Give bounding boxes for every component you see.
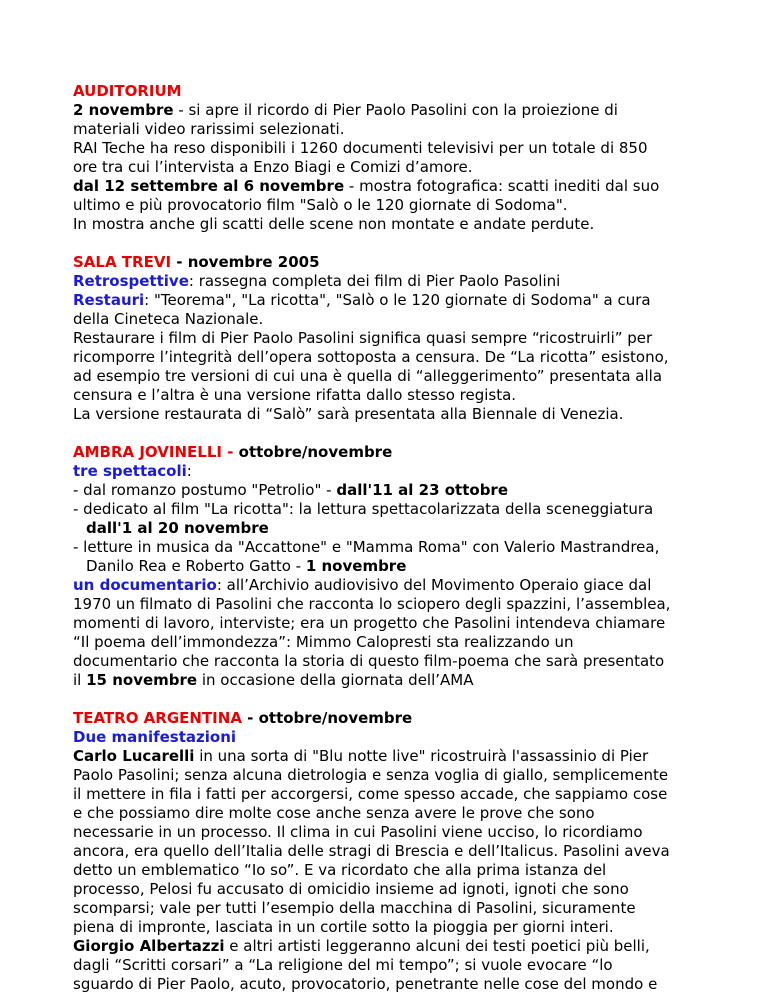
person-name: Giorgio Albertazzi [73, 937, 225, 955]
event-date: 1 novembre [305, 557, 407, 575]
subheading-due-manifestazioni: Due manifestazioni [73, 728, 237, 746]
event-date: 15 novembre [86, 671, 198, 689]
section-ambra-jovinelli: AMBRA JOVINELLI - ottobre/novembre tre spettacoli: - dal romanzo postumo "Petrolio" - dall'11 al 23 ottobre - dedicato al film "La ricotta": la lettura spettacolarizzata della sceneggiatura dall'1 al 20 novembre - letture in musica da "Accattone" e "Mamma Roma" con Valerio Mastrandrea, Danilo Rea e Roberto Gatto - 1 novembre un documentario: all’Archivio audiovisivo del Movimento Operaio giace dal 1970 un filmato di Pasolini che racconta lo sciopero degli spazzini, l’assemblea, momenti di lavoro, interviste; era un progetto che Pasolini intendeva chiamare “Il poema dell’immondezza”: Mimmo Calopresti sta realizzando un documentario che racconta la storia di questo film-poema che sarà presentato il 15 novembre in occasione della giornata dell’AMA [73, 443, 728, 690]
event-date: dal 12 settembre al 6 novembre [73, 177, 345, 195]
section-title: SALA TREVI [73, 253, 172, 271]
subheading-restauri: Restauri [73, 291, 145, 309]
subheading-documentario: un documentario [73, 576, 217, 594]
event-date: dall'1 al 20 novembre [86, 519, 269, 537]
subheading-tre-spettacoli: tre spettacoli [73, 462, 187, 480]
section-period: - novembre 2005 [171, 253, 320, 271]
section-sala-trevi: SALA TREVI - novembre 2005 Retrospettive: rassegna completa dei film di Pier Paolo Pasolini Restauri: "Teorema", "La ricotta", "Salò o le 120 giornate di Sodoma" a cura della Cineteca Nazionale. Restaurare i film di Pier Paolo Pasolini significa quasi sempre “ricostruirli” per ricomporre l’integrità dell’opera sottoposta a censura. De “La ricotta” esistono, ad esempio tre versioni di cui una è quella di “alleggerimento” presentata alla censura e l’altra è una versione rifatta dallo stesso regista. La versione restaurata di “Salò” sarà presentata alla Biennale di Venezia. [73, 253, 669, 423]
section-period: ottobre/novembre [238, 443, 393, 461]
section-title: AUDITORIUM [73, 82, 182, 100]
section-title: TEATRO ARGENTINA [73, 709, 242, 727]
list-item: - letture in musica da "Accattone" e "Mamma Roma" con Valerio Mastrandrea, [73, 538, 660, 556]
list-item: - dal romanzo postumo "Petrolio" - dall'11 al 23 ottobre [73, 481, 509, 499]
section-teatro-argentina: TEATRO ARGENTINA - ottobre/novembre Due manifestazioni Carlo Lucarelli in una sorta di "Blu notte live" ricostruirà l'assassinio di Pier Paolo Pasolini; senza alcuna dietrologia e senza voglia di giallo, semplicemente il mettere in fila i fatti per accorgersi, come spesso accade, che sappiamo cose e che possiamo dire molte cose anche senza avere le prove che sono necessarie in un processo. Il clima in cui Pasolini viene ucciso, lo ricordiamo ancora, era quello dell’Italia delle stragi di Brescia e dell’Italicus. Pasolini aveva detto un emblematico “Io so”. E va ricordato che alla prima istanza del processo, Pelosi fu accusato di omicidio insieme ad ignoti, ignoti che sono scomparsi; vale per tutti l’esempio della macchina di Pasolini, sicuramente piena di impronte, lasciata in un cortile sotto la pioggia per giorni interi. Giorgio Albertazzi e altri artisti leggeranno alcuni dei testi poetici più belli, dagli “Scritti corsari” a “La religione del mi tempo”; si vuole evocare “lo sguardo di Pier Paolo, acuto, provocatorio, penetrante nelle cose del mondo e [73, 709, 670, 993]
list-item: - dedicato al film "La ricotta": la lettura spettacolarizzata della sceneggiatura [73, 500, 654, 518]
event-date: dall'11 al 23 ottobre [336, 481, 509, 499]
subheading-retrospettive: Retrospettive [73, 272, 189, 290]
event-date: 2 novembre [73, 101, 174, 119]
section-period: - ottobre/novembre [241, 709, 413, 727]
person-name: Carlo Lucarelli [73, 747, 195, 765]
section-auditorium: AUDITORIUM 2 novembre - si apre il ricordo di Pier Paolo Pasolini con la proiezione di materiali video rarissimi selezionati. RAI Teche ha reso disponibili i 1260 documenti televisivi per un totale di 850 ore tra cui l’intervista a Enzo Biagi e Comizi d’amore. dal 12 settembre al 6 novembre - mostra fotografica: scatti inediti dal suo ultimo e più provocatorio film "Salò o le 120 giornate di Sodoma". In mostra anche gli scatti delle scene non montate e andate perdute. [73, 82, 660, 233]
section-title: AMBRA JOVINELLI [73, 443, 222, 461]
